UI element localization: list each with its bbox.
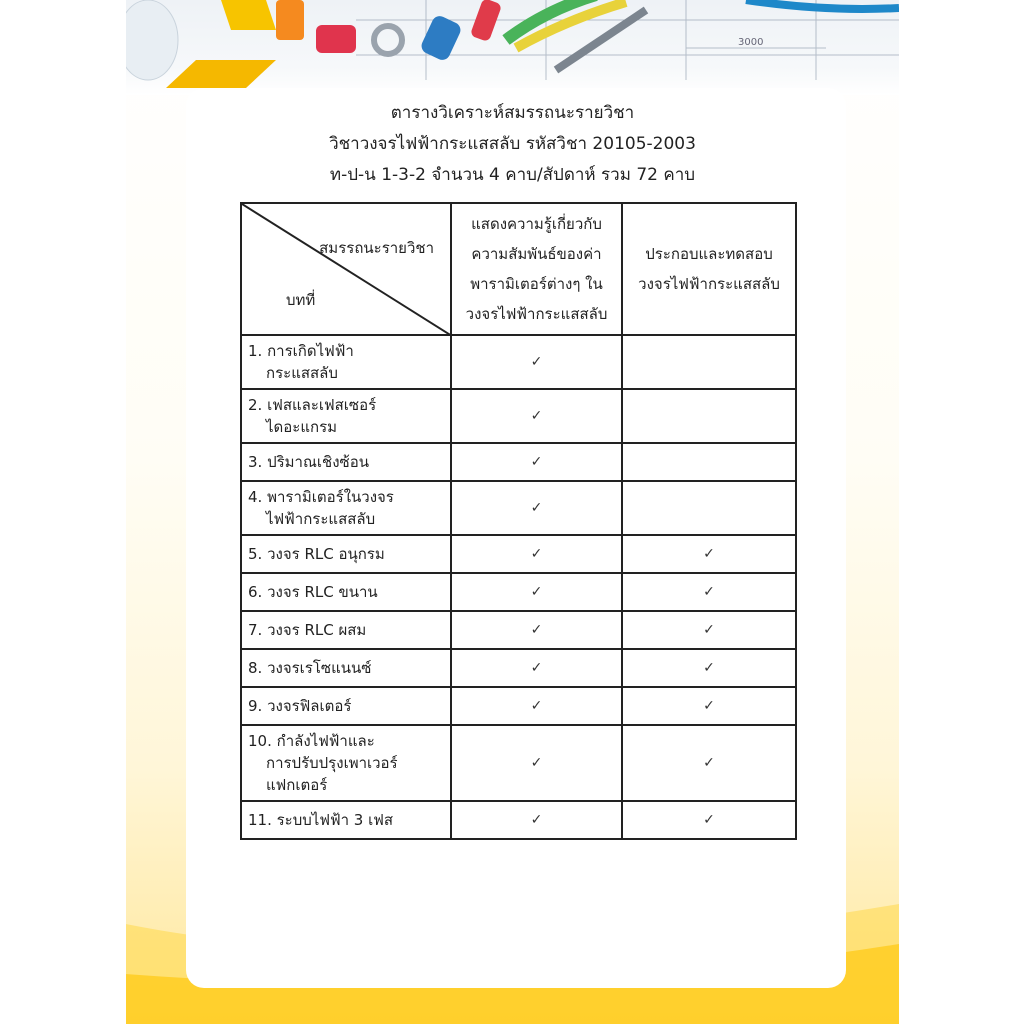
- electrical-tools-illustration: [126, 0, 899, 95]
- chapter-cell: [241, 611, 451, 649]
- check-mark-icon: ✓: [530, 408, 543, 424]
- chapter-name-line: 4. พารามิเตอร์ในวงจร: [248, 488, 394, 506]
- chapter-name-line: 11. ระบบไฟฟ้า 3 เฟส: [248, 811, 393, 829]
- competency-1-cell: [451, 573, 622, 611]
- table-row: [241, 389, 796, 443]
- chapter-name-line: 3. ปริมาณเชิงซ้อน: [248, 453, 369, 471]
- check-mark-icon: ✓: [703, 698, 715, 714]
- chapter-cell: [241, 443, 451, 481]
- chapter-name-line: ไดอะแกรม: [266, 418, 338, 436]
- chapter-cell: [241, 801, 451, 839]
- chapter-name-line: 5. วงจร RLC อนุกรม: [248, 545, 385, 563]
- table-row: [241, 611, 796, 649]
- chapter-name-line: แฟกเตอร์: [266, 776, 328, 794]
- document-page: [126, 0, 899, 1024]
- competency-1-cell: [451, 649, 622, 687]
- check-mark-icon: ✓: [530, 622, 543, 638]
- corner-competency-label: สมรรถนะรายวิชา: [319, 239, 434, 257]
- table-row: [241, 687, 796, 725]
- chapter-cell: [241, 687, 451, 725]
- table-row: [241, 725, 796, 801]
- competency-2-cell: [622, 611, 796, 649]
- table-row: [241, 573, 796, 611]
- chapter-name-line: 6. วงจร RLC ขนาน: [248, 583, 378, 601]
- check-mark-icon: ✓: [530, 454, 543, 470]
- check-mark-icon: ✓: [703, 622, 715, 638]
- check-mark-icon: ✓: [703, 755, 715, 771]
- competency-2-header: [622, 203, 796, 335]
- competency-1-cell: [451, 443, 622, 481]
- check-mark-icon: ✓: [530, 660, 543, 676]
- dimension-label: 3000: [738, 37, 764, 48]
- chapter-cell: [241, 573, 451, 611]
- chapter-name-line: 9. วงจรฟิลเตอร์: [248, 697, 352, 715]
- competency-1-cell: [451, 801, 622, 839]
- corner-chapter-label: บทที่: [286, 291, 316, 309]
- check-mark-icon: ✓: [703, 660, 715, 676]
- competency-1-line: ความสัมพันธ์ของค่า: [471, 245, 602, 263]
- diagonal-corner-cell: [241, 203, 451, 335]
- check-mark-icon: ✓: [530, 354, 543, 370]
- competency-2-line: ประกอบและทดสอบ: [645, 245, 773, 263]
- chapter-name-line: 7. วงจร RLC ผสม: [248, 621, 367, 639]
- chapter-name-line: 2. เฟสและเฟสเซอร์: [248, 396, 377, 414]
- competency-1-header: [451, 203, 622, 335]
- competency-1-line: แสดงความรู้เกี่ยวกับ: [471, 215, 602, 233]
- table-row: [241, 535, 796, 573]
- table-header-row: [241, 203, 796, 335]
- competency-1-line: พารามิเตอร์ต่างๆ ใน: [470, 275, 603, 293]
- check-mark-icon: ✓: [530, 698, 543, 714]
- table-row: [241, 649, 796, 687]
- competency-2-cell: [622, 443, 796, 481]
- hours-line: ท-ป-น 1-3-2 จำนวน 4 คาบ/สัปดาห์ รวม 72 คาบ: [329, 165, 696, 185]
- competency-2-cell: [622, 725, 796, 801]
- competency-2-line: วงจรไฟฟ้ากระแสสลับ: [638, 275, 780, 293]
- competency-1-line: วงจรไฟฟ้ากระแสสลับ: [465, 305, 608, 323]
- check-mark-icon: ✓: [530, 755, 543, 771]
- table-row: [241, 443, 796, 481]
- competency-2-cell: [622, 335, 796, 389]
- document-title: ตารางวิเคราะห์สมรรถนะรายวิชา: [390, 103, 635, 123]
- chapter-name-line: 10. กำลังไฟฟ้าและ: [248, 732, 375, 750]
- check-mark-icon: ✓: [530, 584, 543, 600]
- chapter-name-line: กระแสสลับ: [266, 364, 338, 382]
- chapter-cell: [241, 389, 451, 443]
- course-line: วิชาวงจรไฟฟ้ากระแสสลับ รหัสวิชา 20105-2003: [329, 134, 696, 154]
- check-mark-icon: ✓: [703, 584, 715, 600]
- chapter-name-line: 1. การเกิดไฟฟ้า: [248, 342, 354, 360]
- chapter-name-line: ไฟฟ้ากระแสสลับ: [266, 510, 376, 528]
- chapter-cell: [241, 481, 451, 535]
- check-mark-icon: ✓: [703, 812, 715, 828]
- competency-2-cell: [622, 481, 796, 535]
- competency-table: [240, 202, 797, 840]
- chapter-name-line: 8. วงจรเรโซแนนซ์: [248, 659, 372, 677]
- document-header: [126, 98, 899, 191]
- competency-2-cell: [622, 801, 796, 839]
- header-banner-image: [126, 0, 899, 95]
- check-mark-icon: ✓: [530, 546, 543, 562]
- chapter-cell: [241, 649, 451, 687]
- competency-2-cell: [622, 573, 796, 611]
- competency-2-cell: [622, 389, 796, 443]
- competency-1-cell: [451, 535, 622, 573]
- competency-2-cell: [622, 649, 796, 687]
- competency-1-cell: [451, 687, 622, 725]
- diagonal-line: [242, 204, 452, 336]
- check-mark-icon: ✓: [530, 812, 543, 828]
- chapter-cell: [241, 725, 451, 801]
- check-mark-icon: ✓: [703, 546, 715, 562]
- competency-1-cell: [451, 481, 622, 535]
- competency-1-cell: [451, 725, 622, 801]
- table-row: [241, 335, 796, 389]
- competency-1-cell: [451, 335, 622, 389]
- table-row: [241, 481, 796, 535]
- chapter-cell: [241, 335, 451, 389]
- check-mark-icon: ✓: [530, 500, 543, 516]
- competency-1-cell: [451, 389, 622, 443]
- chapter-name-line: การปรับปรุงเพาเวอร์: [266, 754, 398, 772]
- competency-1-cell: [451, 611, 622, 649]
- chapter-cell: [241, 535, 451, 573]
- competency-2-cell: [622, 687, 796, 725]
- competency-2-cell: [622, 535, 796, 573]
- table-row: [241, 801, 796, 839]
